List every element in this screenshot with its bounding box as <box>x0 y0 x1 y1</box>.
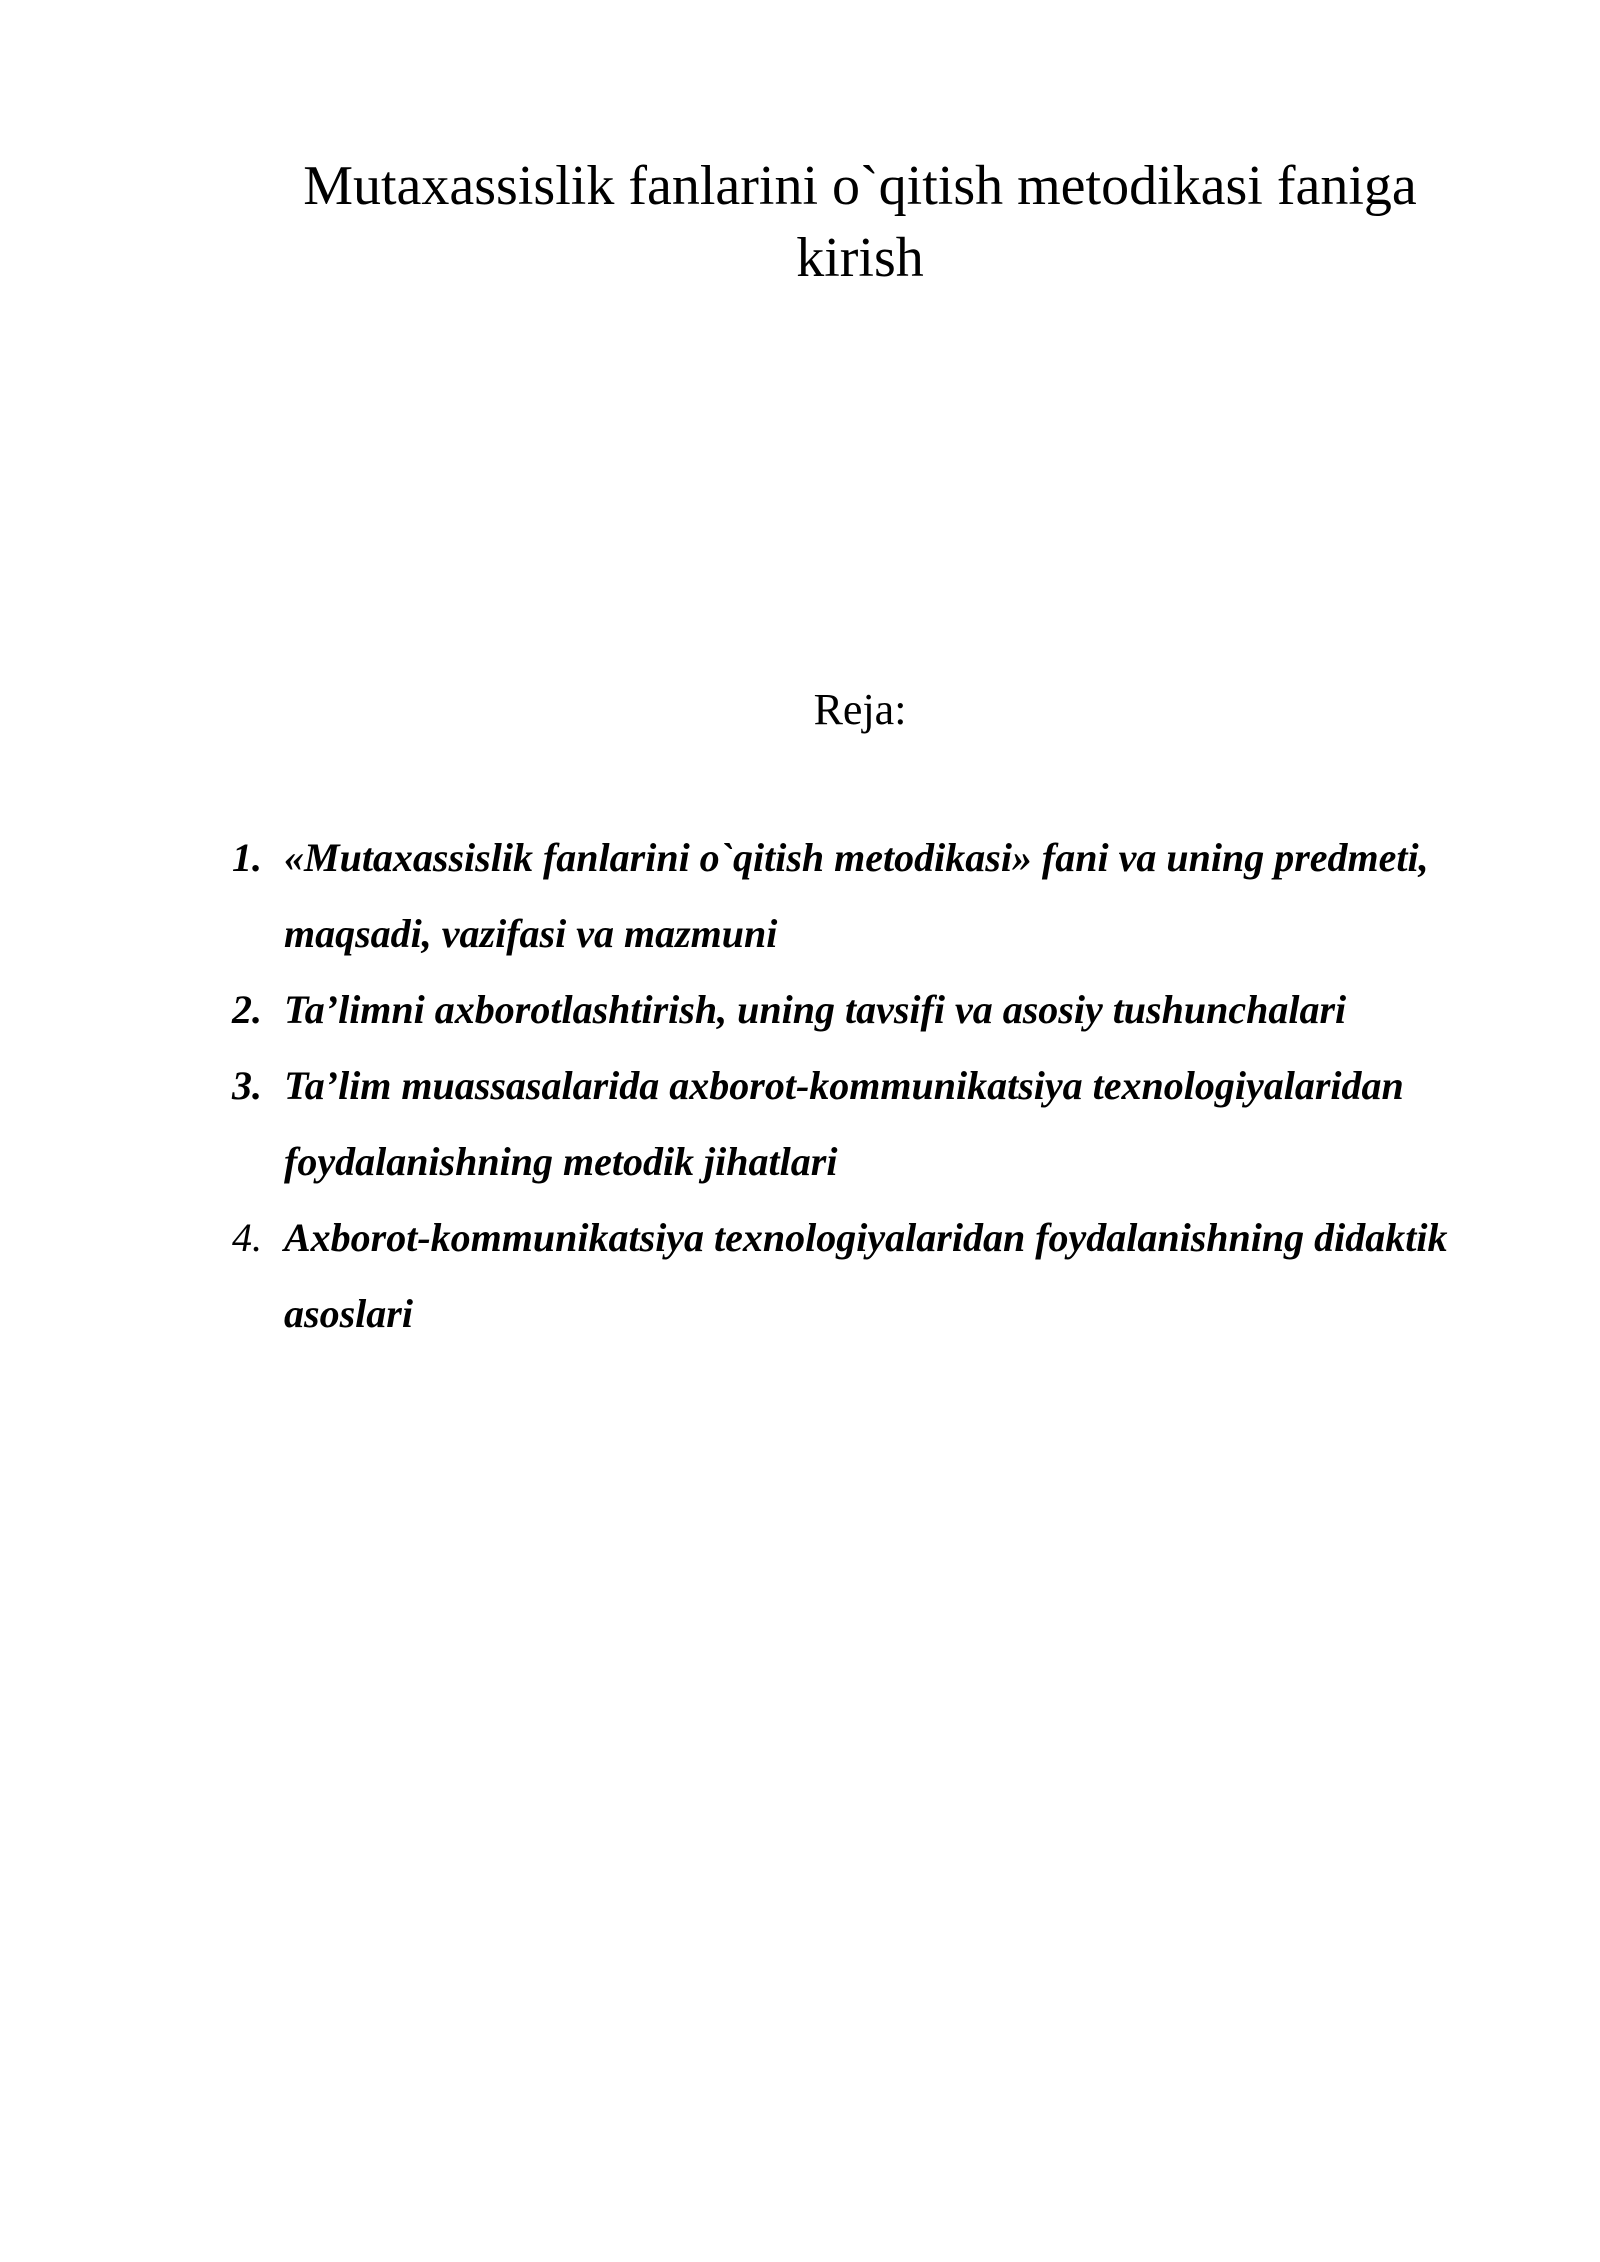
plan-list <box>232 820 1462 1352</box>
plan-item-number: 4. <box>232 1215 262 1260</box>
plan-item-2 <box>232 972 1462 1048</box>
plan-item-text: Ta’limni axborotlashtirish, uning tavsifi va asosiy tushunchalari <box>284 987 1347 1032</box>
plan-item-3 <box>232 1048 1462 1200</box>
plan-item-number: 3. <box>232 1063 262 1108</box>
plan-item-number: 1. <box>232 835 262 880</box>
plan-item-text: «Mutaxassislik fanlarini o`qitish metodikasi» fani va uning predmeti, maqsadi, vazifasi va mazmuni <box>284 835 1429 956</box>
plan-item-text: Axborot-kommunikatsiya texnologiyalaridan foydalanishning didaktik asoslari <box>284 1215 1448 1336</box>
document-title-line-2: kirish <box>796 227 924 289</box>
plan-item-number: 2. <box>232 987 262 1032</box>
plan-item-4 <box>232 1200 1462 1352</box>
plan-heading: Reja: <box>813 685 907 734</box>
plan-item-1 <box>232 820 1462 972</box>
plan-item-text: Ta’lim muassasalarida axborot-kommunikatsiya texnologiyalaridan foydalanishning metodik jihatlari <box>284 1063 1404 1184</box>
document-title <box>250 150 1470 294</box>
document-title-line-1: Mutaxassislik fanlarini o`qitish metodikasi faniga <box>303 155 1417 217</box>
